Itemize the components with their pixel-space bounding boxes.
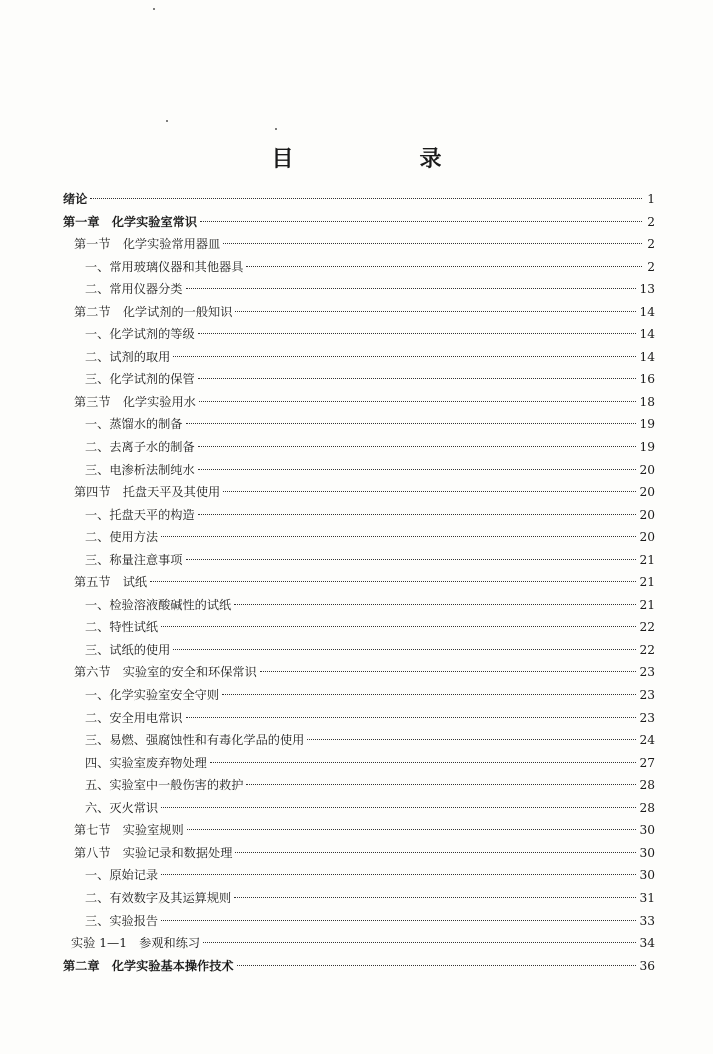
toc-entry-label: 三、称量注意事项 xyxy=(85,552,183,567)
toc-entry-page: 23 xyxy=(639,710,655,725)
toc-entry-page: 13 xyxy=(639,282,655,297)
toc-entry-page: 34 xyxy=(639,936,655,951)
scan-speck xyxy=(166,120,168,122)
toc-entry-page: 20 xyxy=(639,507,655,522)
dot-leader xyxy=(186,717,637,718)
dot-leader xyxy=(237,965,637,966)
toc-entry[interactable] xyxy=(63,391,655,414)
dot-leader xyxy=(260,671,637,672)
toc-entry[interactable] xyxy=(63,233,655,256)
toc-entry[interactable] xyxy=(63,278,655,301)
toc-entry[interactable] xyxy=(63,571,655,594)
toc-entry-page: 36 xyxy=(639,958,655,973)
dot-leader xyxy=(161,807,636,808)
dot-leader xyxy=(203,942,636,943)
toc-entry-label: 第五节 试纸 xyxy=(74,575,148,590)
dot-leader xyxy=(246,784,636,785)
toc-entry-label: 一、常用玻璃仪器和其他器具 xyxy=(85,259,244,274)
toc-entry[interactable] xyxy=(63,729,655,752)
dot-leader xyxy=(173,356,636,357)
toc-entry-page: 1 xyxy=(647,192,655,206)
toc-entry[interactable] xyxy=(63,436,655,459)
toc-entry-label: 一、化学实验室安全守则 xyxy=(85,688,220,703)
toc-entry-page: 30 xyxy=(639,845,655,860)
toc-entry-label: 第七节 实验室规则 xyxy=(74,823,184,838)
toc-entry[interactable] xyxy=(63,955,655,978)
scan-speck xyxy=(153,8,155,10)
toc-entry[interactable] xyxy=(63,639,655,662)
toc-entry-page: 27 xyxy=(639,755,655,770)
dot-leader xyxy=(198,469,637,470)
toc-entry-label: 二、安全用电常识 xyxy=(85,710,183,725)
toc-entry-label: 第三节 化学实验用水 xyxy=(74,394,196,409)
toc-entry[interactable] xyxy=(63,684,655,707)
toc-entry-label: 三、化学试剂的保管 xyxy=(85,372,195,387)
toc-entry-label: 三、易燃、强腐蚀性和有毒化学品的使用 xyxy=(85,733,305,748)
dot-leader xyxy=(161,626,636,627)
dot-leader xyxy=(186,288,637,289)
toc-entry-page: 19 xyxy=(639,417,655,432)
toc-entry-page: 14 xyxy=(639,327,655,342)
toc-entry[interactable] xyxy=(63,887,655,910)
dot-leader xyxy=(246,266,642,267)
toc-entry-label: 第一节 化学实验常用器皿 xyxy=(74,237,221,252)
dot-leader xyxy=(223,491,636,492)
toc-entry-label: 三、电渗析法制纯水 xyxy=(85,462,195,477)
toc-entry-label: 二、去离子水的制备 xyxy=(85,440,195,455)
toc-entry-page: 20 xyxy=(639,462,655,477)
dot-leader xyxy=(200,221,642,222)
toc-entry[interactable] xyxy=(63,707,655,730)
toc-entry[interactable] xyxy=(63,413,655,436)
dot-leader xyxy=(199,401,637,402)
toc-entry-label: 一、检验溶液酸碱性的试纸 xyxy=(85,597,232,612)
scan-speck xyxy=(275,128,277,130)
toc-entry-page: 22 xyxy=(639,642,655,657)
dot-leader xyxy=(186,559,637,560)
toc-entry-label: 第二节 化学试剂的一般知识 xyxy=(74,304,233,319)
toc-entry-page: 20 xyxy=(639,530,655,545)
toc-entry-page: 2 xyxy=(647,259,655,274)
toc-entry-page: 31 xyxy=(639,890,655,905)
toc-entry-page: 2 xyxy=(647,214,655,229)
toc-entry-page: 24 xyxy=(639,733,655,748)
toc-entry-page: 21 xyxy=(639,597,655,612)
dot-leader xyxy=(198,446,637,447)
toc-entry-page: 30 xyxy=(639,823,655,838)
dot-leader xyxy=(210,762,637,763)
toc-entry-label: 一、化学试剂的等级 xyxy=(85,327,195,342)
dot-leader xyxy=(173,649,636,650)
toc-entry-label: 二、使用方法 xyxy=(85,530,159,545)
dot-leader xyxy=(161,536,636,537)
toc-entry-page: 20 xyxy=(639,485,655,500)
dot-leader xyxy=(222,694,636,695)
dot-leader xyxy=(198,514,637,515)
toc-entry[interactable] xyxy=(63,752,655,775)
toc-entry[interactable] xyxy=(63,549,655,572)
toc-entry[interactable] xyxy=(63,323,655,346)
toc-entry-label: 三、试纸的使用 xyxy=(85,642,171,657)
dot-leader xyxy=(198,333,637,334)
toc-entry[interactable] xyxy=(63,368,655,391)
toc-entry-label: 二、有效数字及其运算规则 xyxy=(85,890,232,905)
toc-entry-label: 二、试剂的取用 xyxy=(85,349,171,364)
toc-entry-label: 一、原始记录 xyxy=(85,868,159,883)
toc-entry-label: 三、实验报告 xyxy=(85,913,159,928)
dot-leader xyxy=(307,739,636,740)
toc-entry-label: 一、托盘天平的构造 xyxy=(85,507,195,522)
dot-leader xyxy=(90,198,642,199)
toc-entry[interactable] xyxy=(63,842,655,865)
toc-entry-label: 第八节 实验记录和数据处理 xyxy=(74,845,233,860)
toc-entry-label: 第二章 化学实验基本操作技术 xyxy=(63,958,234,973)
toc-entry[interactable] xyxy=(63,301,655,324)
toc-entry[interactable] xyxy=(63,211,655,234)
toc-entry[interactable] xyxy=(63,932,655,955)
toc-entry[interactable] xyxy=(63,819,655,842)
dot-leader xyxy=(150,581,636,582)
toc-entry[interactable] xyxy=(63,459,655,482)
toc-entry-label: 第一章 化学实验室常识 xyxy=(63,214,198,229)
toc-entry-page: 22 xyxy=(639,620,655,635)
toc-entry-label: 第四节 托盘天平及其使用 xyxy=(74,485,221,500)
toc-entry[interactable] xyxy=(63,526,655,549)
dot-leader xyxy=(235,852,636,853)
toc-entry-page: 23 xyxy=(639,665,655,680)
toc-entry[interactable] xyxy=(63,661,655,684)
toc-entry-label: 五、实验室中一般伤害的救护 xyxy=(85,778,244,793)
toc-entry-label: 二、特性试纸 xyxy=(85,620,159,635)
toc-entry[interactable] xyxy=(63,864,655,887)
toc-entry-page: 28 xyxy=(639,800,655,815)
page-title: 目 录 xyxy=(271,146,494,172)
toc-entry[interactable] xyxy=(63,504,655,527)
dot-leader xyxy=(234,897,636,898)
toc-entry[interactable] xyxy=(63,481,655,504)
toc-entry-page: 30 xyxy=(639,868,655,883)
toc-entry[interactable] xyxy=(63,910,655,933)
toc-entry-page: 21 xyxy=(639,552,655,567)
dot-leader xyxy=(234,604,636,605)
toc-entry-page: 28 xyxy=(639,778,655,793)
dot-leader xyxy=(187,829,637,830)
toc-entry-label: 第六节 实验室的安全和环保常识 xyxy=(74,665,257,680)
toc-entry-page: 21 xyxy=(639,575,655,590)
dot-leader xyxy=(198,378,637,379)
toc-entry[interactable] xyxy=(63,346,655,369)
toc-entry-label: 实验 1—1 参观和练习 xyxy=(71,936,201,951)
toc-entry[interactable] xyxy=(63,594,655,617)
toc-entry[interactable] xyxy=(63,797,655,820)
dot-leader xyxy=(161,920,636,921)
toc-entry-page: 14 xyxy=(639,304,655,319)
table-of-contents xyxy=(63,188,655,977)
toc-entry-page: 23 xyxy=(639,688,655,703)
toc-entry-page: 18 xyxy=(639,394,655,409)
toc-entry-page: 19 xyxy=(639,440,655,455)
toc-entry-page: 2 xyxy=(647,237,655,252)
toc-entry[interactable] xyxy=(63,774,655,797)
toc-entry[interactable] xyxy=(63,256,655,279)
toc-entry-label: 六、灭火常识 xyxy=(85,800,159,815)
toc-entry-page: 14 xyxy=(639,349,655,364)
toc-entry-label: 绪论 xyxy=(63,192,88,206)
dot-leader xyxy=(223,243,642,244)
toc-entry[interactable] xyxy=(63,616,655,639)
dot-leader xyxy=(235,311,636,312)
toc-entry-label: 四、实验室废弃物处理 xyxy=(85,755,207,770)
dot-leader xyxy=(186,423,637,424)
toc-entry-page: 33 xyxy=(639,913,655,928)
toc-entry-label: 一、蒸馏水的制备 xyxy=(85,417,183,432)
toc-entry[interactable] xyxy=(63,188,655,211)
dot-leader xyxy=(161,874,636,875)
toc-entry-label: 二、常用仪器分类 xyxy=(85,282,183,297)
toc-entry-page: 16 xyxy=(639,372,655,387)
